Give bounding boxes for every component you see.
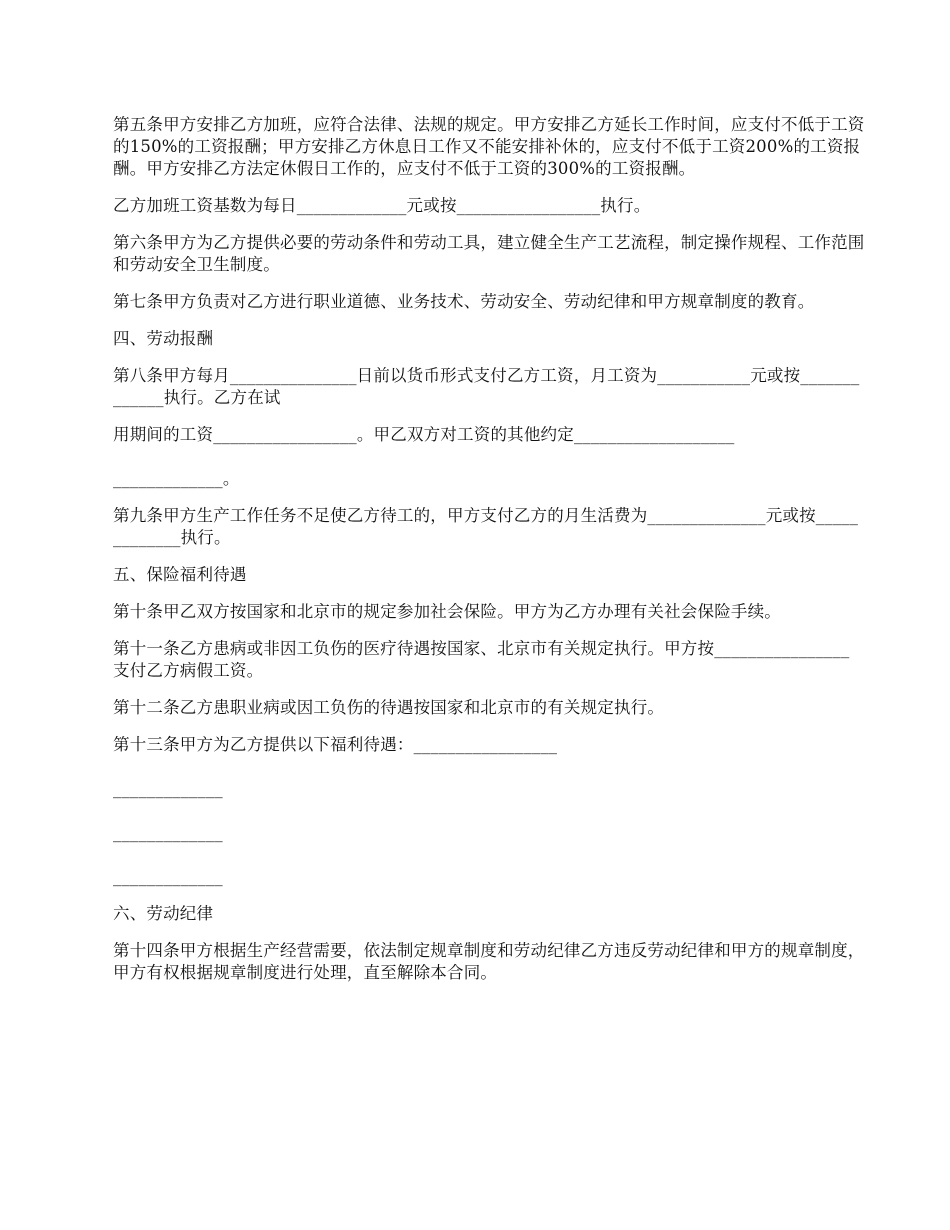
probation-wage: 用期间的工资_________________。甲乙双方对工资的其他约定___________________ — [113, 425, 735, 444]
section-heading-discipline: 六、劳动纪律 — [113, 904, 214, 923]
article-13-benefits: 第十三条甲方为乙方提供以下福利待遇：_________________ — [113, 735, 558, 754]
overtime-wage-base: 乙方加班工资基数为每日_____________元或按_________________执行。 — [113, 196, 651, 215]
blank-line: _____________。 — [113, 469, 240, 488]
blank-line: _____________ — [113, 867, 223, 886]
blank-line: _____________ — [113, 823, 223, 842]
article-9-standby-allowance: 第九条甲方生产工作任务不足使乙方待工的，甲方支付乙方的月生活费为______________元或按_____________执行。 — [113, 506, 859, 547]
article-10-social-insurance: 第十条甲乙双方按国家和北京市的规定参加社会保险。甲方为乙方办理有关社会保险手续。 — [113, 602, 781, 621]
article-5-overtime-pay: 第五条甲方安排乙方加班，应符合法律、法规的规定。甲方安排乙方延长工作时间，应支付不低于工资的150%的工资报酬；甲方安排乙方休息日工作又不能安排补休的，应支付不低于工资200%的工资报酬。甲方安排乙方法定休假日工作的，应支付不低于工资的300%的工资报酬。 — [113, 115, 865, 178]
article-7-education: 第七条甲方负责对乙方进行职业道德、业务技术、劳动安全、劳动纪律和甲方规章制度的教育。 — [113, 292, 815, 311]
blank-line: _____________ — [113, 779, 223, 798]
section-heading-insurance: 五、保险福利待遇 — [113, 565, 247, 584]
article-14-discipline: 第十四条甲方根据生产经营需要，依法制定规章制度和劳动纪律乙方违反劳动纪律和甲方的规章制度，甲方有权根据规章制度进行处理，直至解除本合同。 — [113, 941, 865, 982]
article-12-occupational-injury: 第十二条乙方患职业病或因工负伤的待遇按国家和北京市的有关规定执行。 — [113, 698, 665, 717]
article-11-sick-leave: 第十一条乙方患病或非因工负伤的医疗待遇按国家、北京市有关规定执行。甲方按________________支付乙方病假工资。 — [113, 639, 850, 680]
article-8-wage-payment: 第八条甲方每月_______________日前以货币形式支付乙方工资，月工资为___________元或按_____________执行。乙方在试 — [113, 366, 860, 407]
article-6-working-conditions: 第六条甲方为乙方提供必要的劳动条件和劳动工具，建立健全生产工艺流程，制定操作规程、工作范围和劳动安全卫生制度。 — [113, 233, 865, 274]
document-body — [113, 114, 865, 999]
section-heading-remuneration: 四、劳动报酬 — [113, 329, 214, 348]
